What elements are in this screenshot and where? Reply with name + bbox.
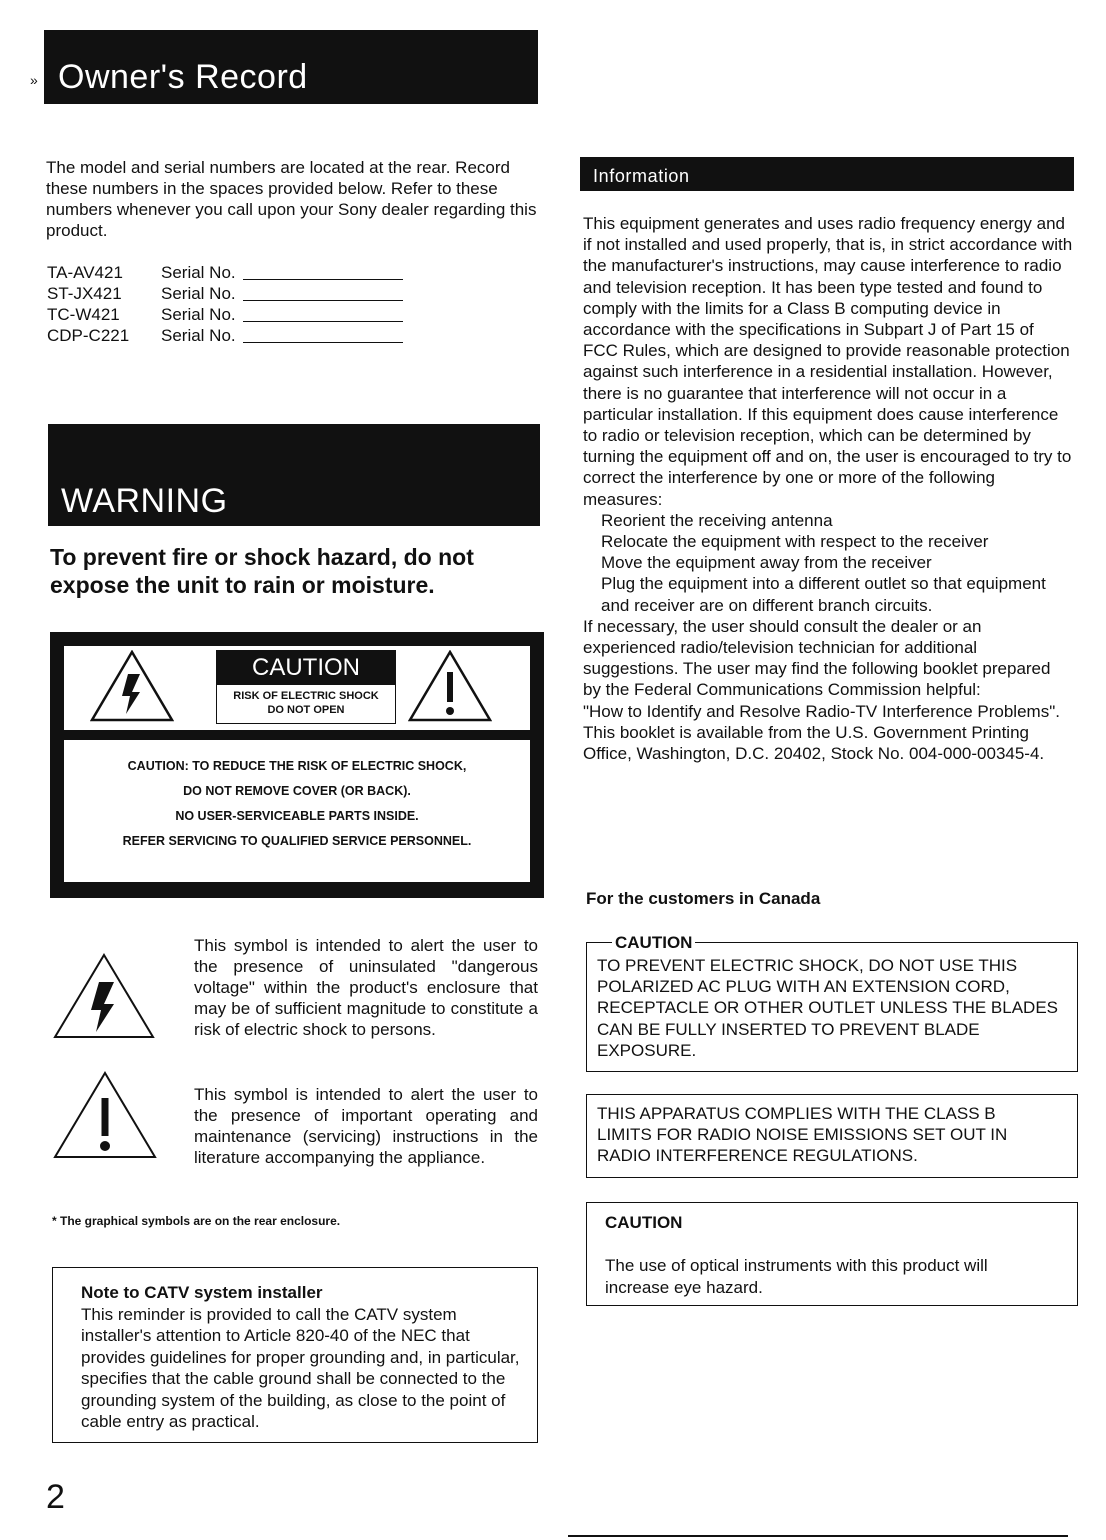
lightning-triangle-icon — [90, 650, 174, 722]
class-b-text: THIS APPARATUS COMPLIES WITH THE CLASS B LIMITS FOR RADIO NOISE EMISSIONS SET OUT IN RADIO INTERFERENCE REGULATIONS. — [597, 1104, 1008, 1166]
measure-item: Move the equipment away from the receiver — [601, 553, 932, 573]
caution-label — [50, 632, 544, 898]
information-booklet: "How to Identify and Resolve Radio-TV Interference Problems". — [583, 701, 1060, 721]
owners-record-intro: The model and serial numbers are located at the rear. Record these numbers in the spaces provided below. Refer to these numbers whenever you call upon your Sony dealer regarding this product. — [46, 158, 537, 240]
lightning-symbol-text: This symbol is intended to alert the user to the presence of uninsulated "dangerous voltage" within the product's enclosure that may be of sufficient magnitude to constitute a risk of electric shock to persons. — [194, 936, 538, 1039]
information-para3: This booklet is available from the U.S. Government Printing Office, Washington, D.C. 20402, Stock No. 004-000-00345-4. — [583, 722, 1045, 764]
optical-caution-box — [586, 1202, 1078, 1306]
serial-label: Serial No. — [161, 305, 236, 324]
information-header — [580, 157, 1074, 191]
lightning-symbol-icon — [52, 952, 156, 1040]
exclamation-triangle-icon — [408, 650, 492, 722]
caution-lines — [64, 754, 530, 854]
caution-label-top — [64, 646, 530, 730]
caution-label-bottom — [64, 740, 530, 882]
caution-plate — [216, 650, 396, 724]
information-title: Information — [593, 166, 690, 186]
serial-model: ST-JX421 — [47, 284, 122, 303]
caution-plate-sub1: RISK OF ELECTRIC SHOCK — [233, 690, 379, 702]
information-text — [583, 213, 1073, 764]
catv-note-box — [52, 1267, 538, 1443]
class-b-box — [586, 1094, 1078, 1178]
serial-blank — [243, 283, 403, 301]
bottom-rule — [568, 1535, 1068, 1537]
serial-label: Serial No. — [161, 326, 236, 345]
optical-caution-title: CAUTION — [605, 1213, 683, 1232]
serial-row — [47, 283, 403, 304]
caution-line: CAUTION: TO REDUCE THE RISK OF ELECTRIC SHOCK, — [127, 759, 467, 773]
serial-label: Serial No. — [161, 284, 236, 303]
warning-title: WARNING — [61, 482, 228, 520]
exclamation-symbol-icon — [52, 1070, 158, 1160]
caution-line: REFER SERVICING TO QUALIFIED SERVICE PERSONNEL. — [122, 834, 472, 848]
catv-text: This reminder is provided to call the CATV system installer's attention to Article 820-40 of the NEC that provides guidelines for proper grounding and, in particular, specifies that the cable ground shall be connected to the grounding system of the building, as close to the point of cable entry as practical. — [81, 1304, 520, 1431]
serial-label: Serial No. — [161, 263, 236, 282]
serial-blank — [243, 304, 403, 322]
caution-plate-sub2: DO NOT OPEN — [267, 704, 345, 716]
serial-model: CDP-C221 — [47, 326, 130, 345]
canada-heading: For the customers in Canada — [586, 889, 821, 908]
caution-line: NO USER-SERVICEABLE PARTS INSIDE. — [175, 809, 419, 823]
serial-model: TC-W421 — [47, 305, 120, 324]
serial-blank — [243, 262, 403, 280]
caution-line: DO NOT REMOVE COVER (OR BACK). — [183, 784, 411, 798]
serial-table — [47, 262, 403, 346]
bullet-mark: » — [30, 72, 38, 88]
information-para2: If necessary, the user should consult the dealer or an experienced radio/television technician for additional suggestions. The user may find the following booklet prepared by the Federal Communications Commission helpful: — [583, 616, 1051, 700]
catv-note — [81, 1282, 531, 1433]
measure-item: Plug the equipment into a different outlet so that equipment and receiver are on different branch circuits. — [601, 574, 1046, 615]
warning-header — [48, 424, 540, 526]
owners-record-header — [44, 30, 538, 104]
measure-item: Reorient the receiving antenna — [601, 510, 833, 530]
canada-caution-text: TO PREVENT ELECTRIC SHOCK, DO NOT USE THIS POLARIZED AC PLUG WITH AN EXTENSION CORD, RECEPTACLE OR OTHER OUTLET UNLESS THE BLADES CAN BE FULLY INSERTED TO PREVENT BLADE EXPOSURE. — [597, 956, 1059, 1060]
information-para1: This equipment generates and uses radio frequency energy and if not installed and used properly, that is, in strict accordance with the manufacturer's instructions, may cause interference to radio and television reception. It has been type tested and found to comply with the limits for a Class B computing device in accordance with the specifications in Subpart J of Part 15 of FCC Rules, which are designed to provide reasonable protection against such interference in a residential installation. However, there is no guarantee that interference will not occur in a particular installation. If this equipment does cause interference to radio or television reception, which can be determined by turning the equipment off and on, the user is encouraged to try to correct the interference by one or more of the following measures: — [583, 214, 1073, 509]
warning-text: To prevent fire or shock hazard, do not expose the unit to rain or moisture. — [50, 544, 474, 598]
serial-row — [47, 262, 403, 283]
page-number: 2 — [46, 1478, 65, 1516]
exclamation-symbol-text: This symbol is intended to alert the user to the presence of important operating and maintenance (servicing) instructions in the literature accompanying the appliance. — [194, 1085, 538, 1167]
symbols-footnote: * The graphical symbols are on the rear enclosure. — [52, 1214, 341, 1228]
serial-blank — [243, 325, 403, 343]
optical-caution-text: The use of optical instruments with this product will increase eye hazard. — [605, 1256, 988, 1297]
canada-caution-box — [586, 933, 1078, 1072]
catv-title: Note to CATV system installer — [81, 1283, 323, 1302]
canada-caution-legend: CAUTION — [612, 933, 695, 953]
serial-row — [47, 304, 403, 325]
caution-plate-head: CAUTION — [217, 651, 395, 685]
serial-model: TA-AV421 — [47, 263, 123, 282]
measure-item: Relocate the equipment with respect to the receiver — [601, 532, 989, 552]
serial-row — [47, 325, 403, 346]
owners-record-title: Owner's Record — [58, 58, 308, 96]
